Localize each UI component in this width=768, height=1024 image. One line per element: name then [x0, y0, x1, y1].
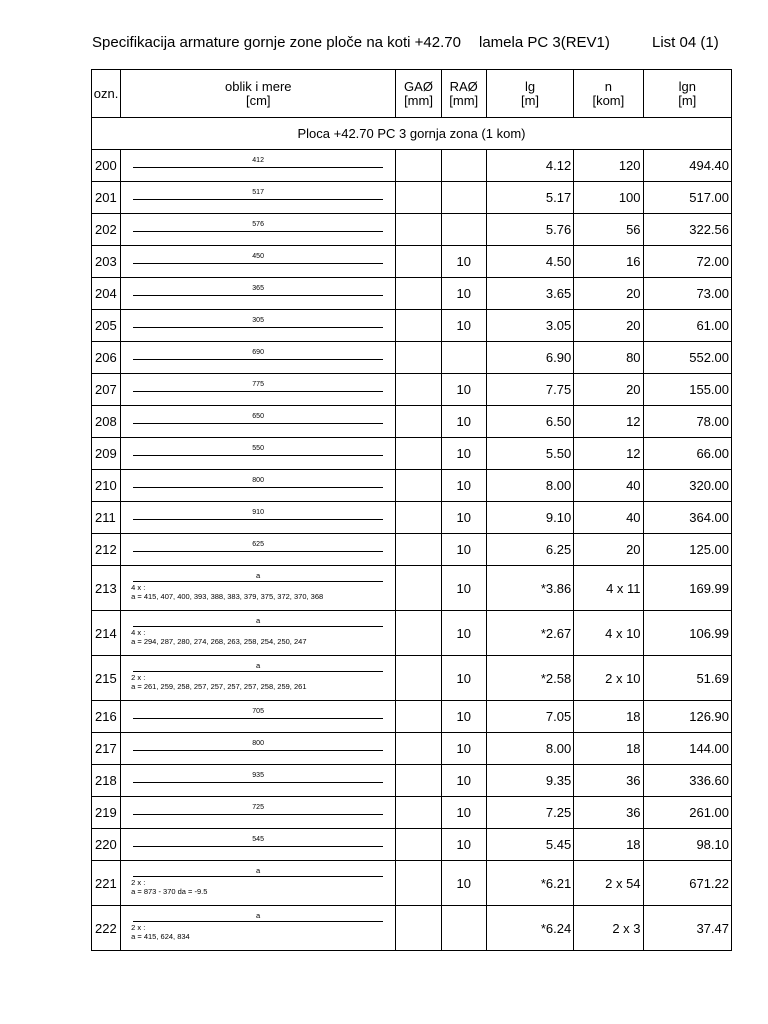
table-row [92, 733, 732, 765]
bar-shape [121, 566, 395, 610]
cell-shape [121, 861, 396, 906]
cell-ozn: 205 [92, 310, 121, 342]
cell-lg: *2.67 [486, 611, 573, 656]
bar-count-label: 4 x : [131, 628, 146, 637]
bar-values-label: a = 294, 287, 280, 274, 268, 263, 258, 254, 250, 247 [131, 637, 307, 646]
bar-length-label: 517 [252, 189, 264, 196]
bar-shape [121, 611, 395, 655]
bar-line [133, 167, 383, 168]
cell-shape [121, 534, 396, 566]
cell-n: 18 [574, 829, 643, 861]
header-shape: oblik i mere [cm] [121, 70, 396, 118]
bar-values-label: a = 415, 624, 834 [131, 932, 190, 941]
cell-lg: 6.90 [486, 342, 573, 374]
header-ga: GAØ [mm] [396, 70, 441, 118]
table-row [92, 278, 732, 310]
bar-length-label: 412 [252, 157, 264, 164]
cell-lg: 5.45 [486, 829, 573, 861]
bar-line [133, 423, 383, 424]
bar-shape [121, 733, 395, 764]
cell-ozn: 201 [92, 182, 121, 214]
bar-length-label: 650 [252, 413, 264, 420]
bar-line [133, 876, 383, 877]
page-header [92, 34, 732, 54]
table-row [92, 656, 732, 701]
cell-n: 12 [574, 406, 643, 438]
cell-ra [441, 906, 486, 951]
cell-ozn: 202 [92, 214, 121, 246]
cell-ozn: 211 [92, 502, 121, 534]
rebar-specification-table [91, 69, 732, 951]
cell-ra [441, 150, 486, 182]
bar-length-label: 800 [252, 740, 264, 747]
cell-ga [396, 278, 441, 310]
bar-shape [121, 502, 395, 533]
cell-ra: 10 [441, 406, 486, 438]
cell-lgn: 322.56 [643, 214, 731, 246]
cell-shape [121, 470, 396, 502]
bar-shape [121, 246, 395, 277]
cell-ozn: 218 [92, 765, 121, 797]
cell-lg: 9.10 [486, 502, 573, 534]
cell-lg: 4.12 [486, 150, 573, 182]
bar-shape [121, 150, 395, 181]
cell-ga [396, 310, 441, 342]
cell-ozn: 221 [92, 861, 121, 906]
cell-ozn: 210 [92, 470, 121, 502]
cell-n: 16 [574, 246, 643, 278]
lamela-label: lamela PC 3(REV1) [479, 34, 610, 51]
table-row [92, 829, 732, 861]
cell-ga [396, 765, 441, 797]
bar-length-label: 545 [252, 836, 264, 843]
cell-lgn: 364.00 [643, 502, 731, 534]
bar-length-label: 690 [252, 349, 264, 356]
cell-lgn: 51.69 [643, 656, 731, 701]
bar-shape [121, 701, 395, 732]
cell-ga [396, 150, 441, 182]
bar-length-label: 305 [252, 317, 264, 324]
cell-lgn: 155.00 [643, 374, 731, 406]
bar-length-label: 935 [252, 772, 264, 779]
cell-lgn: 72.00 [643, 246, 731, 278]
cell-lgn: 336.60 [643, 765, 731, 797]
section-title: Ploca +42.70 PC 3 gornja zona (1 kom) [92, 118, 732, 150]
table-row [92, 214, 732, 246]
cell-ga [396, 470, 441, 502]
table-row [92, 534, 732, 566]
cell-n: 36 [574, 797, 643, 829]
cell-lg: 5.76 [486, 214, 573, 246]
cell-lgn: 98.10 [643, 829, 731, 861]
cell-lg: 4.50 [486, 246, 573, 278]
cell-lgn: 37.47 [643, 906, 731, 951]
bar-line [133, 487, 383, 488]
bar-count-label: 2 x : [131, 878, 146, 887]
cell-lg: 6.50 [486, 406, 573, 438]
bar-shape [121, 534, 395, 565]
cell-shape [121, 906, 396, 951]
table-row [92, 502, 732, 534]
cell-ra: 10 [441, 611, 486, 656]
cell-lg: 7.05 [486, 701, 573, 733]
table-row [92, 765, 732, 797]
bar-shape [121, 438, 395, 469]
bar-shape [121, 310, 395, 341]
cell-ra: 10 [441, 470, 486, 502]
bar-line [133, 263, 383, 264]
cell-ra: 10 [441, 502, 486, 534]
sheet-number: List 04 (1) [652, 34, 719, 51]
cell-ra: 10 [441, 246, 486, 278]
cell-lgn: 78.00 [643, 406, 731, 438]
bar-line [133, 231, 383, 232]
bar-values-label: a = 415, 407, 400, 393, 388, 383, 379, 375, 372, 370, 368 [131, 592, 324, 601]
cell-ozn: 216 [92, 701, 121, 733]
bar-length-label: 576 [252, 221, 264, 228]
bar-shape [121, 797, 395, 828]
bar-shape [121, 765, 395, 796]
bar-values-label: a = 261, 259, 258, 257, 257, 257, 257, 258, 259, 261 [131, 682, 307, 691]
bar-variable-label: a [256, 571, 261, 580]
bar-variable-label: a [256, 616, 261, 625]
cell-lgn: 125.00 [643, 534, 731, 566]
bar-variable-label: a [256, 911, 261, 920]
cell-n: 20 [574, 310, 643, 342]
cell-shape [121, 278, 396, 310]
cell-lg: 3.65 [486, 278, 573, 310]
cell-ga [396, 797, 441, 829]
bar-count-label: 2 x : [131, 923, 146, 932]
cell-ozn: 203 [92, 246, 121, 278]
bar-shape [121, 470, 395, 501]
bar-shape [121, 656, 395, 700]
cell-ra: 10 [441, 310, 486, 342]
cell-n: 20 [574, 534, 643, 566]
cell-lgn: 66.00 [643, 438, 731, 470]
cell-ga [396, 406, 441, 438]
table-row [92, 470, 732, 502]
cell-ozn: 219 [92, 797, 121, 829]
table-row [92, 182, 732, 214]
bar-length-label: 705 [252, 708, 264, 715]
cell-lgn: 169.99 [643, 566, 731, 611]
cell-ra: 10 [441, 797, 486, 829]
cell-ozn: 217 [92, 733, 121, 765]
bar-shape [121, 342, 395, 373]
cell-ra [441, 182, 486, 214]
cell-ra: 10 [441, 656, 486, 701]
bar-length-label: 775 [252, 381, 264, 388]
table-row [92, 906, 732, 951]
cell-shape [121, 374, 396, 406]
bar-count-label: 2 x : [131, 673, 146, 682]
bar-line [133, 846, 383, 847]
cell-lgn: 106.99 [643, 611, 731, 656]
bar-length-label: 625 [252, 541, 264, 548]
bar-length-label: 800 [252, 477, 264, 484]
bar-line [133, 199, 383, 200]
bar-line [133, 295, 383, 296]
cell-ra: 10 [441, 861, 486, 906]
cell-lg: 7.75 [486, 374, 573, 406]
bar-line [133, 455, 383, 456]
cell-ozn: 220 [92, 829, 121, 861]
cell-ga [396, 733, 441, 765]
cell-lg: 8.00 [486, 470, 573, 502]
bar-line [133, 519, 383, 520]
bar-line [133, 814, 383, 815]
cell-lgn: 144.00 [643, 733, 731, 765]
bar-variable-label: a [256, 661, 261, 670]
bar-line [133, 718, 383, 719]
cell-shape [121, 406, 396, 438]
bar-shape [121, 829, 395, 860]
cell-shape [121, 656, 396, 701]
bar-values-label: a = 873 - 370 da = -9.5 [131, 887, 208, 896]
cell-shape [121, 797, 396, 829]
cell-lgn: 61.00 [643, 310, 731, 342]
bar-line [133, 551, 383, 552]
cell-n: 2 x 10 [574, 656, 643, 701]
bar-line [133, 626, 383, 627]
header-lgn: lgn [m] [643, 70, 731, 118]
bar-shape [121, 374, 395, 405]
bar-shape [121, 278, 395, 309]
cell-shape [121, 246, 396, 278]
bar-line [133, 327, 383, 328]
header-ra: RAØ [mm] [441, 70, 486, 118]
cell-ozn: 209 [92, 438, 121, 470]
bar-line [133, 782, 383, 783]
table-row [92, 342, 732, 374]
cell-ozn: 206 [92, 342, 121, 374]
cell-n: 56 [574, 214, 643, 246]
cell-n: 120 [574, 150, 643, 182]
cell-lgn: 126.90 [643, 701, 731, 733]
bar-line [133, 671, 383, 672]
cell-shape [121, 342, 396, 374]
cell-lgn: 552.00 [643, 342, 731, 374]
bar-length-label: 725 [252, 804, 264, 811]
cell-n: 12 [574, 438, 643, 470]
cell-ga [396, 374, 441, 406]
cell-lg: *3.86 [486, 566, 573, 611]
cell-lgn: 320.00 [643, 470, 731, 502]
cell-shape [121, 150, 396, 182]
cell-lg: *6.21 [486, 861, 573, 906]
cell-ozn: 215 [92, 656, 121, 701]
cell-n: 4 x 11 [574, 566, 643, 611]
cell-ga [396, 829, 441, 861]
cell-ga [396, 656, 441, 701]
cell-ozn: 207 [92, 374, 121, 406]
cell-lg: *2.58 [486, 656, 573, 701]
bar-length-label: 365 [252, 285, 264, 292]
cell-lg: 7.25 [486, 797, 573, 829]
cell-ra: 10 [441, 701, 486, 733]
cell-lgn: 671.22 [643, 861, 731, 906]
section-row [92, 118, 732, 150]
cell-lg: 6.25 [486, 534, 573, 566]
cell-shape [121, 566, 396, 611]
cell-ra: 10 [441, 566, 486, 611]
table-row [92, 566, 732, 611]
cell-ozn: 208 [92, 406, 121, 438]
table-row [92, 701, 732, 733]
cell-ra: 10 [441, 438, 486, 470]
cell-shape [121, 611, 396, 656]
cell-ga [396, 701, 441, 733]
cell-n: 4 x 10 [574, 611, 643, 656]
cell-ra: 10 [441, 829, 486, 861]
cell-ra: 10 [441, 733, 486, 765]
cell-lg: 8.00 [486, 733, 573, 765]
cell-ozn: 212 [92, 534, 121, 566]
bar-line [133, 921, 383, 922]
cell-ra [441, 342, 486, 374]
cell-lgn: 261.00 [643, 797, 731, 829]
cell-ra: 10 [441, 374, 486, 406]
cell-ra: 10 [441, 278, 486, 310]
cell-n: 40 [574, 470, 643, 502]
cell-shape [121, 829, 396, 861]
table-header-row [92, 70, 732, 118]
cell-n: 36 [574, 765, 643, 797]
cell-shape [121, 765, 396, 797]
cell-shape [121, 733, 396, 765]
cell-ga [396, 214, 441, 246]
table-row [92, 438, 732, 470]
cell-ga [396, 534, 441, 566]
table-row [92, 861, 732, 906]
cell-lgn: 494.40 [643, 150, 731, 182]
bar-line [133, 391, 383, 392]
cell-ozn: 204 [92, 278, 121, 310]
bar-length-label: 910 [252, 509, 264, 516]
cell-lg: 9.35 [486, 765, 573, 797]
cell-lgn: 517.00 [643, 182, 731, 214]
bar-line [133, 750, 383, 751]
cell-lg: *6.24 [486, 906, 573, 951]
cell-shape [121, 214, 396, 246]
cell-ozn: 214 [92, 611, 121, 656]
bar-shape [121, 214, 395, 245]
table-row [92, 406, 732, 438]
table-row [92, 310, 732, 342]
cell-n: 40 [574, 502, 643, 534]
cell-shape [121, 182, 396, 214]
table-row [92, 797, 732, 829]
cell-n: 20 [574, 374, 643, 406]
cell-n: 80 [574, 342, 643, 374]
cell-ga [396, 182, 441, 214]
header-n: n [kom] [574, 70, 643, 118]
cell-ga [396, 342, 441, 374]
cell-ozn: 213 [92, 566, 121, 611]
bar-shape [121, 861, 395, 905]
cell-ra: 10 [441, 534, 486, 566]
cell-ga [396, 438, 441, 470]
bar-shape [121, 406, 395, 437]
cell-ga [396, 246, 441, 278]
header-ozn: ozn. [92, 70, 121, 118]
cell-ga [396, 611, 441, 656]
cell-ga [396, 861, 441, 906]
bar-length-label: 550 [252, 445, 264, 452]
cell-ozn: 222 [92, 906, 121, 951]
cell-lg: 5.50 [486, 438, 573, 470]
cell-shape [121, 310, 396, 342]
bar-variable-label: a [256, 866, 261, 875]
header-lg: lg [m] [486, 70, 573, 118]
cell-ga [396, 566, 441, 611]
table-row [92, 374, 732, 406]
document-title: Specifikacija armature gornje zone ploče na koti +42.70 [92, 34, 461, 51]
table-row [92, 150, 732, 182]
cell-n: 18 [574, 733, 643, 765]
cell-shape [121, 438, 396, 470]
cell-n: 20 [574, 278, 643, 310]
cell-ga [396, 502, 441, 534]
bar-line [133, 581, 383, 582]
cell-shape [121, 701, 396, 733]
cell-lgn: 73.00 [643, 278, 731, 310]
bar-shape [121, 906, 395, 950]
cell-n: 18 [574, 701, 643, 733]
bar-length-label: 450 [252, 253, 264, 260]
bar-shape [121, 182, 395, 213]
cell-ozn: 200 [92, 150, 121, 182]
cell-n: 2 x 54 [574, 861, 643, 906]
cell-ga [396, 906, 441, 951]
table-row [92, 246, 732, 278]
cell-lg: 3.05 [486, 310, 573, 342]
cell-shape [121, 502, 396, 534]
cell-n: 2 x 3 [574, 906, 643, 951]
table-row [92, 611, 732, 656]
bar-line [133, 359, 383, 360]
bar-count-label: 4 x : [131, 583, 146, 592]
cell-n: 100 [574, 182, 643, 214]
cell-lg: 5.17 [486, 182, 573, 214]
cell-ra [441, 214, 486, 246]
cell-ra: 10 [441, 765, 486, 797]
